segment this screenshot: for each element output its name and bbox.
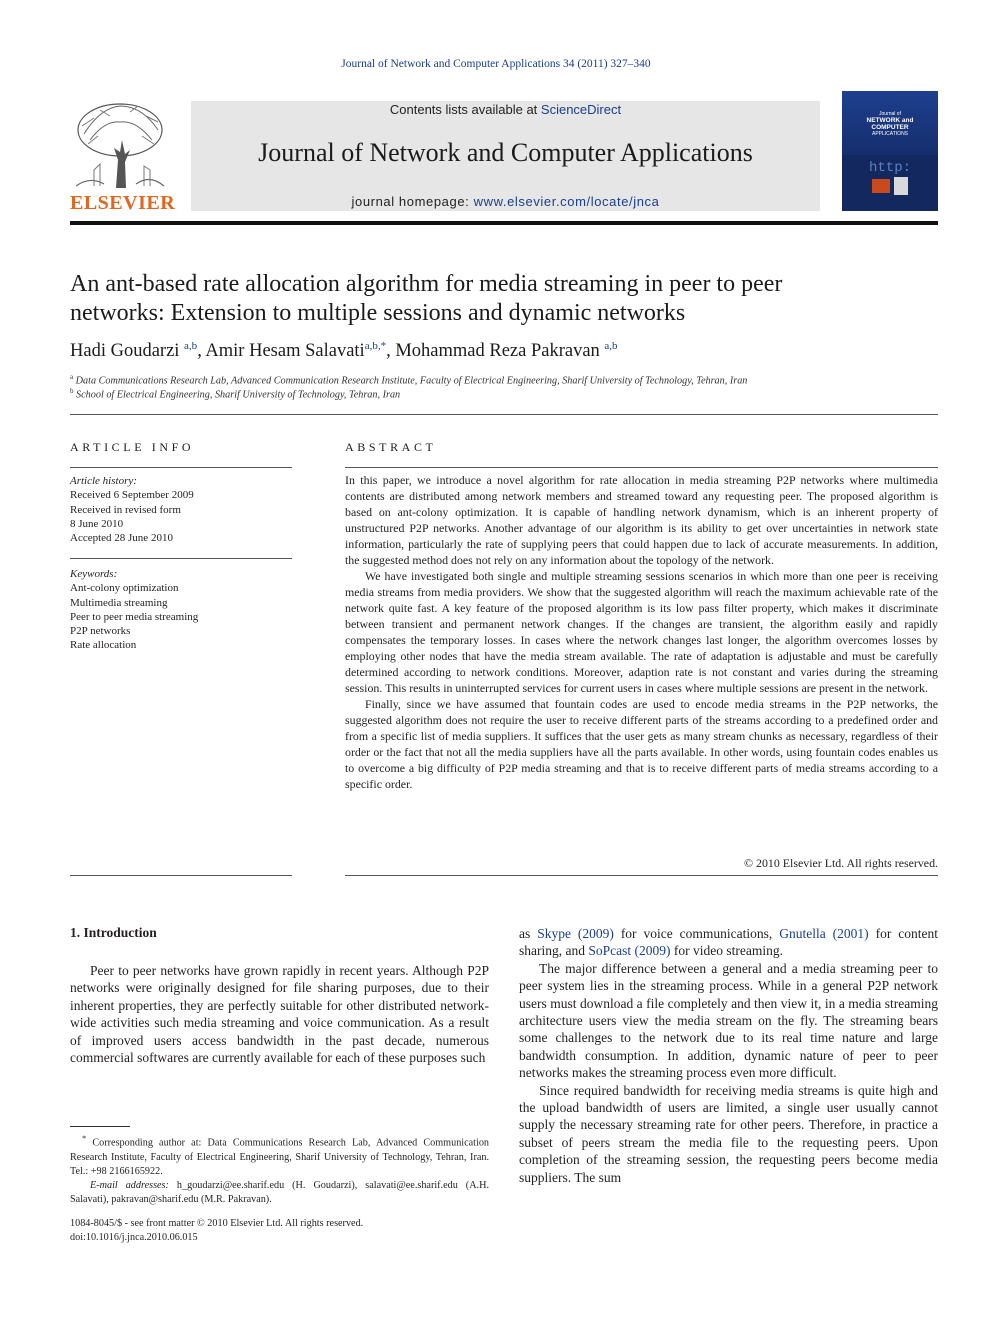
keyword: Peer to peer media streaming (70, 610, 199, 623)
history-line: Received in revised form (70, 503, 181, 516)
footnote-rule (70, 1126, 130, 1127)
svg-text:http:: http: (868, 160, 912, 176)
section-heading: 1. Introduction (70, 925, 157, 940)
keywords-label: Keywords: (70, 568, 118, 580)
abstract-paragraph: Finally, since we have assumed that fountain codes are used to encode media streams in the P2P networks, the suggested algorithm does not require the user to receive different parts of the streams according to a predefined order and from a specific list of media suppliers. It suffices that the user gets as many stream chunks as necessary, regardless of their order or the fact that not all the media suppliers have all the parts available. In other words, using fountain codes enables us to overcome a big difficulty of P2P media streaming and that is to receive different parts of media streams according to a specific order. (345, 696, 938, 791)
citation-link[interactable]: Gnutella (2001) (779, 926, 869, 941)
article-history (70, 474, 292, 545)
homepage-line (191, 194, 820, 209)
keyword: Multimedia streaming (70, 596, 168, 609)
email-text[interactable]: h_goudarzi@ee.sharif.edu (H. Goudarzi), salavati@ee.sharif.edu (A.H. Salavati), pakravan@sharif.edu (M.R. Pakravan). (70, 1180, 490, 1206)
abstract-paragraph: We have investigated both single and multiple streaming sessions scenarios in which more than one peer is receiving media streams from media providers. We show that the suggested algorithm will reach the maximum achievable rate of the network quite fast. A key feature of the proposed algorithm is its low pass filter property, which makes it discriminate between transient and permanent network changes. If the changes are transient, the algorithm easily and rapidly compensates the temporary losses. In cases where the network changes last longer, the algorithm overcomes losses by employing other nodes that have the media stream available. The rate of adaptation is adjustable and must be carefully determined according to network conditions. Moreover, adaption rate is not constant and varies during the streaming session. This results in uninterrupted services for current users in cases where multiple sessions are present in the network. (345, 568, 938, 695)
body-paragraph: Since required bandwidth for receiving media streams is quite high and the upload bandwidth of users are limited, a single user usually cannot supply the necessary streaming rate for other peers. Therefore, in practice a subset of peers stream the media file to the requesting peers. Upon completion of the streaming session, the requesting peers become media suppliers. The sum (519, 1082, 938, 1185)
citation-link[interactable]: SoPcast (2009) (588, 943, 671, 959)
keyword: Rate allocation (70, 639, 137, 652)
cover-line-1: Journal of (879, 111, 901, 117)
body-paragraph (519, 925, 938, 960)
journal-cover-thumbnail (842, 91, 938, 211)
history-line: Accepted 28 June 2010 (70, 532, 173, 545)
article-info-heading: ARTICLE INFO (70, 440, 195, 454)
keyword: P2P networks (70, 625, 131, 638)
masthead-rule (70, 221, 938, 225)
journal-title: Journal of Network and Computer Applications (258, 138, 753, 167)
affiliation-a (70, 373, 938, 386)
title-line-2: networks: Extension to multiple sessions and dynamic networks (70, 300, 686, 326)
issn-line: 1084-8045/$ - see front matter © 2010 Elsevier Ltd. All rights reserved. (70, 1218, 364, 1229)
citation-link[interactable]: Skype (2009) (537, 926, 614, 941)
email-label: E-mail addresses: (90, 1180, 169, 1191)
footnote-mark: * (82, 1133, 87, 1143)
article-title (70, 270, 938, 328)
doi-line[interactable]: doi:10.1016/j.jnca.2010.06.015 (70, 1232, 198, 1244)
author-name[interactable]: Hadi Goudarzi (70, 341, 180, 362)
article-info-bottom-rule (70, 875, 292, 876)
homepage-link[interactable]: www.elsevier.com/locate/jnca (473, 194, 660, 209)
corresponding-author-note (70, 1131, 489, 1179)
body-text: for content sharing, and (519, 926, 938, 959)
author-separator: , (197, 341, 206, 362)
body-paragraph: Peer to peer networks have grown rapidly in recent years. Although P2P networks were originally designed for file sharing purposes, due to their inherent properties, they are perfectly suitable for other distributed network-wide activities such media streaming and voice communication. As a result of improved users access bandwidth in the past decade, numerous commercial softwares are currently available for each of these purposes such (70, 963, 489, 1066)
body-left-column (70, 962, 489, 1066)
history-line: 8 June 2010 (70, 517, 124, 530)
abstract-heading: ABSTRACT (345, 440, 437, 454)
abstract-paragraph: In this paper, we introduce a novel algorithm for rate allocation in media streaming P2P networks where multimedia contents are distributed among network members and streamed toward any requesting peer. The proposed algorithm is based on ant-colony optimization. It is capable of handling network dynamism, which is an inherent property of unstructured P2P networks. Another advantage of our algorithm is its ability to get over uncertainties in network state information, particularly the rate of supplying peers that could happen due to lack of accurate measurements. In addition, the suggested method does not rely on any information about the topology of the network. (345, 473, 938, 567)
affiliation-text: Data Communications Research Lab, Advanced Communication Research Institute, Faculty of Electrical Engineering, Sharif University of Technology, Tehran, Iran (75, 375, 748, 387)
copyright-line: © 2010 Elsevier Ltd. All rights reserved. (744, 856, 938, 870)
cover-line-4: APPLICATIONS (871, 131, 909, 137)
footnotes (70, 1131, 489, 1207)
body-text: as (519, 926, 538, 941)
author-name[interactable]: Amir Hesam Salavati (205, 341, 365, 362)
front-matter-meta (70, 1217, 363, 1245)
affiliation-mark: b (70, 387, 74, 395)
affiliation-text: School of Electrical Engineering, Sharif University of Technology, Tehran, Iran (76, 389, 401, 401)
running-head[interactable]: Journal of Network and Computer Applications 34 (2011) 327–340 (341, 58, 651, 70)
abstract-body (345, 473, 938, 793)
author-list (70, 340, 938, 362)
author-affil-mark[interactable]: a,b (184, 340, 198, 352)
author-name[interactable]: Mohammad Reza Pakravan (395, 341, 600, 362)
body-paragraph: The major difference between a general and a media streaming peer to peer system lies in the streaming process. While in a general P2P network users must download a file completely and then view it, in a media streaming architecture users view the media stream on the fly. The streaming bears some challenges to the network due to its real time nature and large bandwidth consumption. In addition, dynamic nature of peer to peer networks makes the streaming process even more difficult. (519, 960, 938, 1081)
affiliation-b (70, 387, 938, 400)
cover-line-2: NETWORK and (866, 117, 914, 124)
body-right-column (519, 925, 938, 1186)
author-affil-mark[interactable]: a,b (604, 340, 618, 352)
keywords-block (70, 567, 292, 653)
footnote-text: Corresponding author at: Data Communications Research Lab, Advanced Communication Research Institute, Faculty of Electrical Engineering, Sharif University of Technology, Tehran, Iran. Tel.: +98 2166165922. (70, 1137, 490, 1177)
keyword: Ant-colony optimization (70, 582, 179, 595)
cover-line-3: COMPUTER (871, 124, 909, 131)
history-label: Article history: (70, 475, 137, 487)
author-separator: , (386, 341, 396, 362)
article-info-rule (70, 467, 292, 468)
title-line-1: An ant-based rate allocation algorithm for media streaming in peer to peer (70, 271, 783, 297)
email-note (70, 1179, 489, 1207)
title-block-rule (70, 414, 938, 415)
abstract-rule (345, 467, 938, 468)
abstract-bottom-rule (345, 875, 938, 876)
elsevier-wordmark: ELSEVIER (70, 192, 176, 214)
homepage-prefix: journal homepage: (351, 194, 474, 209)
sciencedirect-link[interactable]: ScienceDirect (540, 102, 622, 117)
body-text: for video streaming. (670, 943, 783, 959)
affiliation-mark: a (70, 373, 74, 381)
contents-prefix: Contents lists available at (389, 102, 541, 117)
body-text: for voice communications, (613, 926, 780, 941)
keywords-rule (70, 558, 292, 559)
author-affil-mark[interactable]: a,b,* (364, 340, 387, 352)
contents-line (191, 102, 820, 117)
history-line: Received 6 September 2009 (70, 489, 194, 502)
